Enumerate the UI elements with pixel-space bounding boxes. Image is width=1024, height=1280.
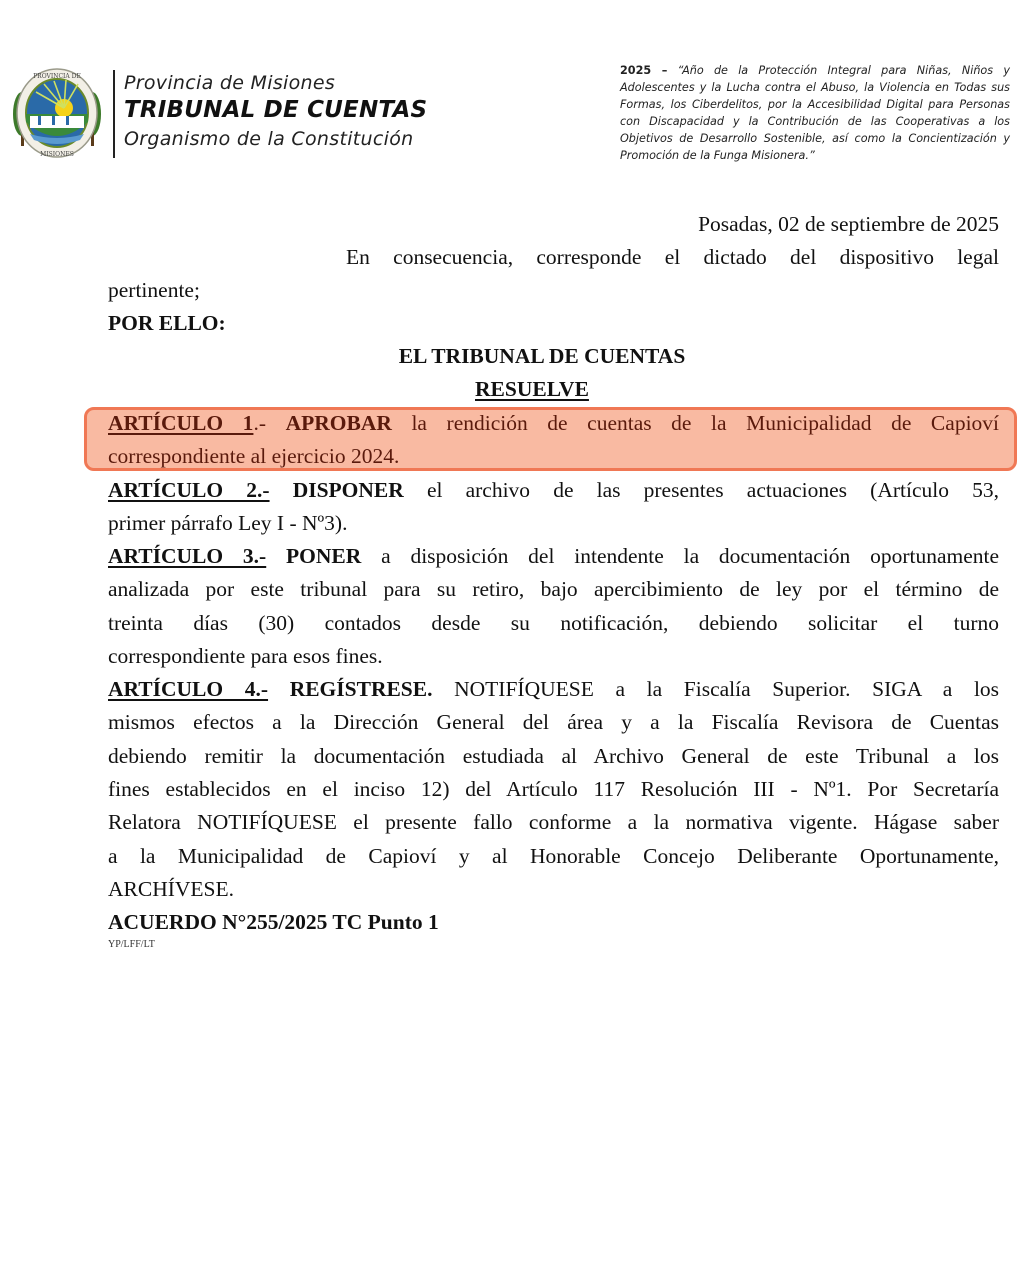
article-4-text-1: NOTIFÍQUESE a la Fiscalía Superior. SIGA a los xyxy=(454,677,999,701)
article-2-verb: DISPONER xyxy=(292,478,404,502)
org-province: Provincia de Misiones xyxy=(124,72,336,94)
org-subtitle: Organismo de la Constitución xyxy=(124,128,414,150)
article-1-label: ARTÍCULO 1 xyxy=(108,411,254,435)
tribunal-heading: EL TRIBUNAL DE CUENTAS xyxy=(398,344,686,368)
article-1-label-suffix: .- xyxy=(253,411,266,435)
initials: YP/LFF/LT xyxy=(108,939,155,950)
article-3-line-4: correspondiente para esos fines. xyxy=(108,644,383,668)
article-3-line-1 xyxy=(108,540,999,573)
article-4-line-2: mismos efectos a la Dirección General del área y a la Fiscalía Revisora de Cuentas xyxy=(108,710,999,734)
article-4-line-1 xyxy=(108,673,999,706)
article-2-line-1 xyxy=(108,474,999,507)
article-3-line-3: treinta días (30) contados desde su notificación, debiendo solicitar el turno xyxy=(108,611,999,635)
article-1-line-2: correspondiente al ejercicio 2024. xyxy=(108,444,400,468)
seal-text-top: PROVINCIA DE xyxy=(33,73,81,80)
article-2-label: ARTÍCULO 2.- xyxy=(108,478,270,502)
acuerdo-number: ACUERDO N°255/2025 TC Punto 1 xyxy=(108,910,439,934)
article-4-label: ARTÍCULO 4.- xyxy=(108,677,269,701)
article-3-verb: PONER xyxy=(286,544,362,568)
article-3-text-1: a disposición del intendente la documentación oportunamente xyxy=(381,544,999,568)
article-1-line-1 xyxy=(108,407,999,440)
motto-text: “Año de la Protección Integral para Niñas, Niños y Adolescentes y la Lucha contra el Abuso, la Violencia en Todas sus Formas, los Ciberdelitos, por la Accesibilidad Digital para Personas con Discapacidad y la Contribución de las Cooperativas a los Objetivos de Desarrollo Sostenible, así como la Concientización y Promoción de la Funga Misionera.” xyxy=(620,64,1010,162)
por-ello: POR ELLO: xyxy=(108,311,226,335)
motto-year: 2025 – xyxy=(620,64,668,77)
article-4-verb: REGÍSTRESE. xyxy=(289,677,433,701)
consequence-line-2: pertinente; xyxy=(108,278,200,302)
article-4-line-7: ARCHÍVESE. xyxy=(108,877,235,901)
article-1-verb: APROBAR xyxy=(285,411,392,435)
article-4-line-6: a la Municipalidad de Capioví y al Honorable Concejo Deliberante Oportunamente, xyxy=(108,844,999,868)
article-3-label: ARTÍCULO 3.- xyxy=(108,544,267,568)
article-2-text-1: el archivo de las presentes actuaciones (Artículo 53, xyxy=(426,478,999,502)
article-4-line-4: fines establecidos en el inciso 12) del Artículo 117 Resolución III - Nº1. Por Secretaría xyxy=(108,777,999,801)
org-name: TRIBUNAL DE CUENTAS xyxy=(124,97,428,123)
article-2-line-2: primer párrafo Ley I - Nº3). xyxy=(108,511,348,535)
consequence-line-1: En consecuencia, corresponde el dictado del dispositivo legal xyxy=(346,245,999,269)
year-motto xyxy=(620,62,1010,164)
header-divider xyxy=(113,70,115,158)
article-1-text-1: la rendición de cuentas de la Municipalidad de Capioví xyxy=(411,411,999,435)
resuelve-heading: RESUELVE xyxy=(475,377,589,401)
place-date: Posadas, 02 de septiembre de 2025 xyxy=(698,212,999,236)
seal-text-bottom: MISIONES xyxy=(40,151,74,158)
article-3-line-2: analizada por este tribunal para su retiro, bajo apercibimiento de ley por el término de xyxy=(108,577,999,601)
provincial-seal-logo xyxy=(8,64,106,162)
article-4-line-5: Relatora NOTIFÍQUESE el presente fallo conforme a la normativa vigente. Hágase saber xyxy=(108,810,999,834)
article-4-line-3: debiendo remitir la documentación estudiada al Archivo General de este Tribunal a los xyxy=(108,744,999,768)
